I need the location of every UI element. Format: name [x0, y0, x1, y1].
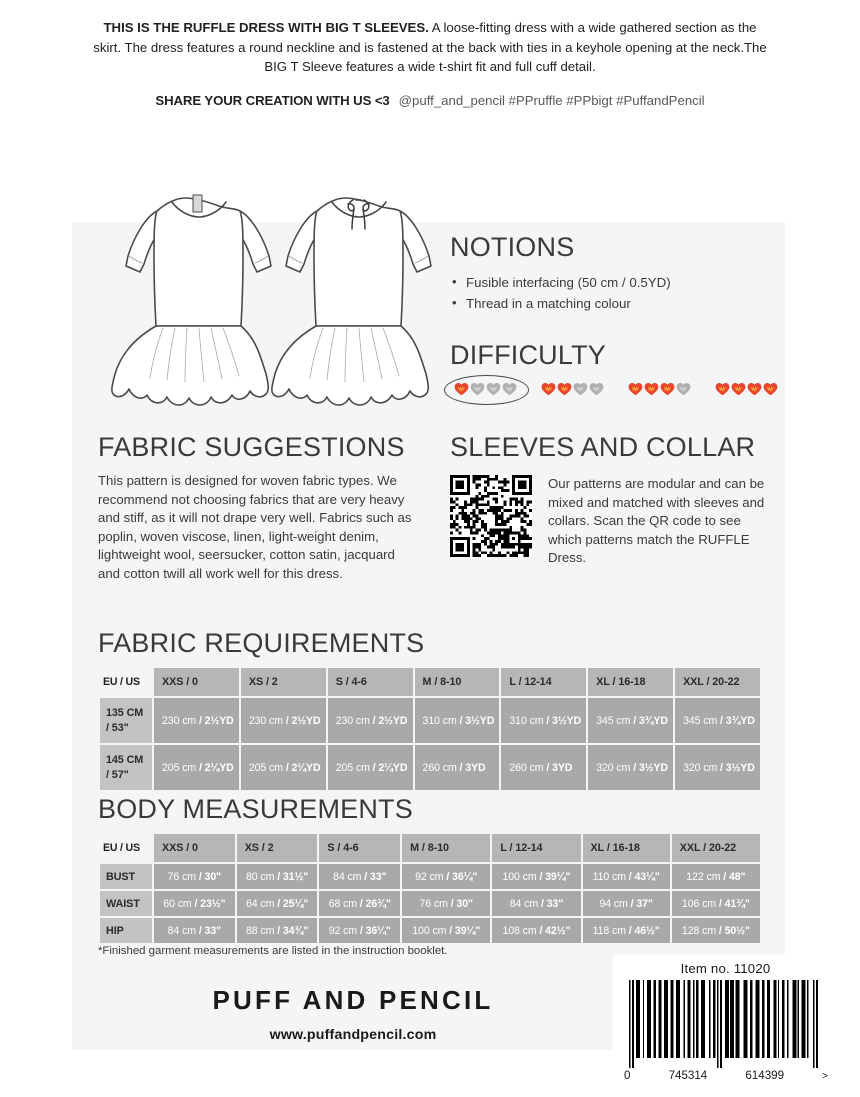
table-cell: 100 cm / 39¼" — [402, 918, 490, 943]
share-label: SHARE YOUR CREATION WITH US <3 — [155, 92, 390, 108]
barcode-digits — [621, 1069, 830, 1082]
fabric-suggestions-text: This pattern is designed for woven fabric types. We recommend not choosing fabrics that are very heavy and stiff, as it will not drape very well. Fabrics such as poplin, woven viscose, linen, light-weight denim, lightweight wool, seersucker, cotton satin, jacquard and cotton twill all work well for this dress. — [98, 473, 412, 581]
heart-empty-icon — [589, 382, 604, 396]
column-header-2: XS / 2 — [241, 668, 326, 696]
barcode-trailing-mark: > — [822, 1071, 828, 1082]
notions-item: • Fusible interfacing (50 cm / 0.5YD) — [450, 272, 780, 293]
heart-filled-icon — [628, 382, 643, 396]
column-header-3: S / 4-6 — [319, 834, 400, 862]
qr-code-icon[interactable] — [450, 475, 532, 557]
table-header-row — [100, 668, 760, 696]
column-header-4: M / 8-10 — [402, 834, 490, 862]
table-cell: 205 cm / 2¼YD — [154, 745, 239, 790]
body-measurements-section — [98, 794, 762, 945]
heart-empty-icon — [470, 382, 485, 396]
heart-filled-icon — [541, 382, 556, 396]
table-cell: 84 cm / 33" — [319, 864, 400, 889]
social-handles: @puff_and_pencil #PPruffle #PPbigt #PuffandPencil — [398, 92, 705, 108]
table-cell: 108 cm / 42½" — [492, 918, 580, 943]
column-header-3: S / 4-6 — [328, 668, 413, 696]
dress-technical-drawings — [95, 186, 445, 426]
header-description-block — [0, 0, 860, 110]
table-cell: 100 cm / 39¼" — [492, 864, 580, 889]
sleeves-collar-section — [450, 432, 770, 568]
brand-url[interactable]: www.puffandpencil.com — [269, 1027, 437, 1043]
pattern-description-bold: THIS IS THE RUFFLE DRESS WITH BIG T SLEEVES. — [103, 20, 429, 35]
fabric-suggestions-section — [98, 432, 418, 584]
column-header-7: XXL / 20-22 — [675, 668, 760, 696]
difficulty-level-2 — [537, 379, 608, 399]
heart-empty-icon — [486, 382, 501, 396]
brand-footer — [98, 985, 608, 1043]
column-header-1: XXS / 0 — [154, 668, 239, 696]
body-measurements-table — [98, 832, 762, 945]
fabric-suggestions-title: FABRIC SUGGESTIONS — [98, 432, 405, 462]
column-header-6: XL / 16-18 — [583, 834, 670, 862]
table-cell: 64 cm / 25¼" — [237, 891, 318, 916]
table-cell: 88 cm / 34¾" — [237, 918, 318, 943]
difficulty-scale — [450, 379, 780, 399]
difficulty-level-4 — [711, 379, 782, 399]
heart-empty-icon — [502, 382, 517, 396]
table-cell: 345 cm / 3¾YD — [675, 698, 760, 743]
row-header: 145 CM / 57" — [100, 745, 152, 790]
heart-empty-icon — [676, 382, 691, 396]
table-cell: 128 cm / 50½" — [672, 918, 760, 943]
table-row — [100, 864, 760, 889]
table-cell: 84 cm / 33" — [492, 891, 580, 916]
row-header: 135 CM / 53" — [100, 698, 152, 743]
row-header: BUST — [100, 864, 152, 889]
table-corner-label: EU / US — [103, 842, 140, 854]
brand-name: PUFF AND PENCIL — [212, 985, 494, 1015]
heart-filled-icon — [557, 382, 572, 396]
table-cell: 230 cm / 2½YD — [241, 698, 326, 743]
table-cell: 106 cm / 41¾" — [672, 891, 760, 916]
heart-empty-icon — [573, 382, 588, 396]
table-cell: 118 cm / 46½" — [583, 918, 670, 943]
body-measurements-title: BODY MEASUREMENTS — [98, 794, 413, 824]
table-corner-label: EU / US — [103, 676, 140, 688]
table-cell: 320 cm / 3½YD — [588, 745, 673, 790]
table-cell: 310 cm / 3½YD — [501, 698, 586, 743]
row-header: HIP — [100, 918, 152, 943]
pattern-description — [92, 18, 768, 77]
heart-filled-icon — [454, 382, 469, 396]
table-cell: 260 cm / 3YD — [501, 745, 586, 790]
footnote: *Finished garment measurements are listed in the instruction booklet. — [98, 945, 448, 957]
barcode-digit-group-2: 614399 — [745, 1069, 785, 1082]
table-cell: 110 cm / 43¼" — [583, 864, 670, 889]
fabric-requirements-section — [98, 628, 762, 792]
difficulty-section — [450, 340, 780, 399]
table-cell: 320 cm / 3½YD — [675, 745, 760, 790]
heart-filled-icon — [731, 382, 746, 396]
difficulty-level-1 — [450, 379, 521, 399]
row-header: WAIST — [100, 891, 152, 916]
table-cell: 80 cm / 31½" — [237, 864, 318, 889]
item-number: Item no. 11020 — [680, 961, 771, 976]
notions-section — [450, 232, 780, 314]
table-cell: 68 cm / 26¾" — [319, 891, 400, 916]
table-cell: 92 cm / 36¼" — [319, 918, 400, 943]
sleeves-collar-title: SLEEVES AND COLLAR — [450, 432, 756, 462]
table-cell: 92 cm / 36¼" — [402, 864, 490, 889]
column-header-4: M / 8-10 — [415, 668, 500, 696]
column-header-1: XXS / 0 — [154, 834, 235, 862]
heart-filled-icon — [763, 382, 778, 396]
fabric-requirements-title: FABRIC REQUIREMENTS — [98, 628, 425, 658]
pattern-description-rest: A loose-fitting dress with a wide gathered section as the skirt. The dress features a round neckline and is fastened at the back with ties in a keyhole opening at the neck.The BIG T Sleeve features a wide t-shirt fit and full cuff detail. — [93, 20, 767, 74]
barcode-digit-left: 0 — [624, 1069, 631, 1082]
column-header-5: L / 12-14 — [501, 668, 586, 696]
fabric-requirements-table — [98, 666, 762, 792]
table-row — [100, 918, 760, 943]
table-cell: 60 cm / 23½" — [154, 891, 235, 916]
difficulty-title: DIFFICULTY — [450, 340, 606, 370]
table-cell: 205 cm / 2¼YD — [241, 745, 326, 790]
heart-filled-icon — [715, 382, 730, 396]
dress-back-view — [272, 198, 431, 405]
heart-filled-icon — [660, 382, 675, 396]
table-cell: 122 cm / 48" — [672, 864, 760, 889]
table-cell: 230 cm / 2½YD — [154, 698, 239, 743]
table-cell: 94 cm / 37" — [583, 891, 670, 916]
table-cell: 76 cm / 30" — [154, 864, 235, 889]
column-header-7: XXL / 20-22 — [672, 834, 760, 862]
table-header-row — [100, 834, 760, 862]
heart-filled-icon — [747, 382, 762, 396]
table-cell: 205 cm / 2¼YD — [328, 745, 413, 790]
table-row — [100, 745, 760, 790]
barcode-block — [613, 955, 838, 1087]
table-cell: 84 cm / 33" — [154, 918, 235, 943]
table-cell: 76 cm / 30" — [402, 891, 490, 916]
column-header-2: XS / 2 — [237, 834, 318, 862]
table-cell: 230 cm / 2½YD — [328, 698, 413, 743]
barcode-image — [623, 980, 828, 1068]
sleeves-collar-text: Our patterns are modular and can be mixed and matched with sleeves and collars. Scan the QR code to see which patterns match the RUFFLE Dress. — [548, 476, 765, 566]
column-header-5: L / 12-14 — [492, 834, 580, 862]
column-header-6: XL / 16-18 — [588, 668, 673, 696]
notions-title: NOTIONS — [450, 232, 575, 262]
table-row — [100, 891, 760, 916]
share-line — [92, 92, 768, 110]
notions-item: • Thread in a matching colour — [450, 293, 780, 314]
table-cell: 310 cm / 3½YD — [415, 698, 500, 743]
heart-filled-icon — [644, 382, 659, 396]
table-cell: 345 cm / 3¾YD — [588, 698, 673, 743]
dress-front-view — [112, 195, 271, 405]
barcode-digit-group-1: 745314 — [668, 1069, 708, 1082]
difficulty-level-3 — [624, 379, 695, 399]
table-row — [100, 698, 760, 743]
notions-list — [450, 272, 780, 314]
table-cell: 260 cm / 3YD — [415, 745, 500, 790]
